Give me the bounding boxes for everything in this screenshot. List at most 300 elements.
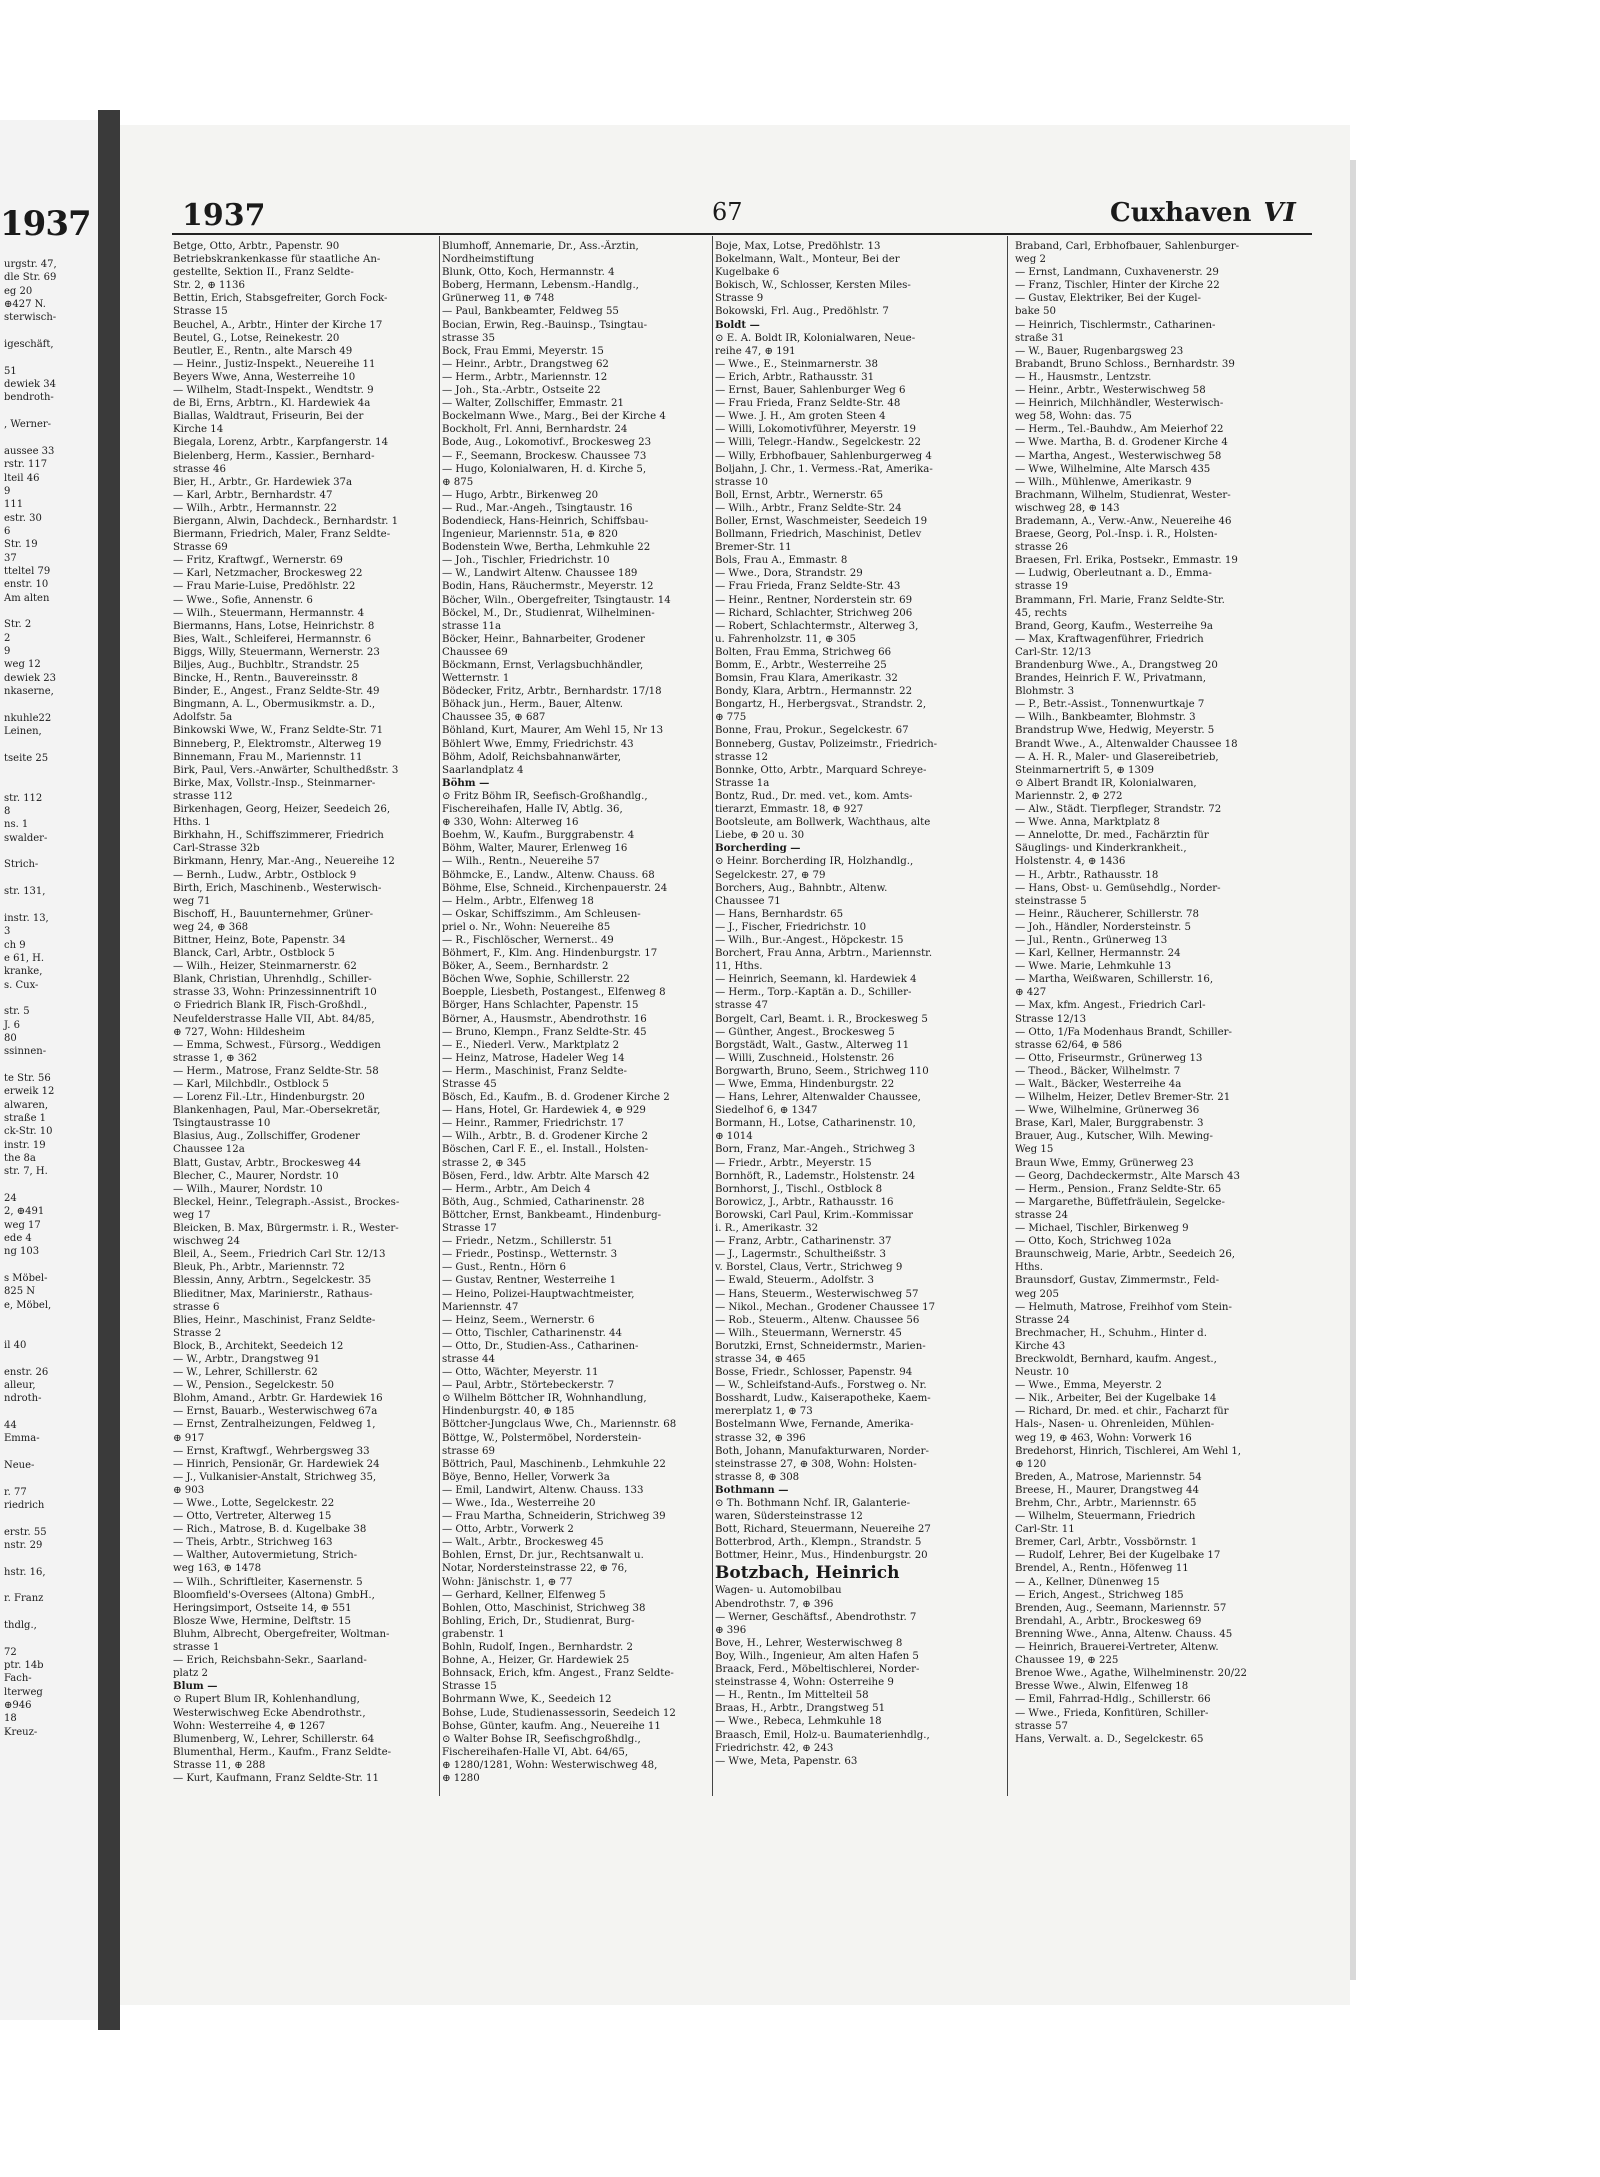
- directory-entry: — R., Fischlöscher, Wernerst.. 49: [442, 934, 614, 946]
- directory-entry: — Gerhard, Kellner, Elfenweg 5: [442, 1589, 606, 1601]
- directory-entry: Segelckestr. 27, ⊕ 79: [715, 869, 826, 881]
- directory-entry: — Wwe. Anna, Marktplatz 8: [1015, 817, 1160, 829]
- directory-entry: — Wwe., Dora, Strandstr. 29: [715, 568, 863, 580]
- directory-entry: Bremer, Carl, Arbtr., Vossbörnstr. 1: [1015, 1537, 1198, 1549]
- directory-entry: Block, B., Architekt, Seedeich 12: [173, 1340, 344, 1352]
- directory-entry: Bies, Walt., Schleiferei, Hermannstr. 6: [173, 633, 372, 645]
- directory-entry: Böckmann, Ernst, Verlagsbuchhändler,: [442, 660, 644, 671]
- directory-entry: Blohmstr. 3: [1015, 686, 1075, 698]
- directory-entry: — Walt., Arbtr., Brockesweg 45: [442, 1537, 604, 1549]
- directory-entry: Böttge, W., Polstermöbel, Norderstein-: [442, 1432, 642, 1444]
- directory-entry: Böckel, M., Dr., Studienrat, Wilhelminen-: [442, 607, 655, 619]
- previous-page-line: the 8a: [4, 1153, 36, 1165]
- directory-entry: ⊕ 775: [715, 712, 747, 724]
- directory-column-4: [1015, 240, 1315, 1960]
- directory-entry: Boy, Wilh., Ingenieur, Am alten Hafen 5: [715, 1650, 919, 1662]
- directory-entry: reihe 47, ⊕ 191: [715, 345, 796, 357]
- previous-page-line: Strich-: [4, 859, 39, 871]
- previous-page-line: erweik 12: [4, 1086, 55, 1098]
- directory-entry: — Frau Frieda, Franz Seldte-Str. 43: [715, 581, 901, 593]
- directory-entry: Brenoe Wwe., Agathe, Wilhelminenstr. 20/22: [1015, 1668, 1248, 1680]
- directory-entry: Bluhm, Albrecht, Obergefreiter, Woltman-: [173, 1628, 390, 1640]
- directory-entry: Böschen, Carl F. E., el. Install., Holsten-: [442, 1144, 649, 1156]
- directory-entry: Braesen, Frl. Erika, Postsekr., Emmastr. 19: [1015, 555, 1238, 567]
- directory-entry: — Gustav, Elektriker, Bei der Kugel-: [1015, 293, 1201, 305]
- directory-entry: — W., Arbtr., Drangstweg 91: [173, 1353, 321, 1365]
- directory-entry: gestellte, Sektion II., Franz Seldte-: [173, 267, 354, 279]
- directory-entry: — Wwe, Emma, Hindenburgstr. 22: [715, 1079, 895, 1090]
- directory-entry: Betge, Otto, Arbtr., Papenstr. 90: [173, 241, 340, 252]
- directory-entry: Böchen Wwe, Sophie, Schillerstr. 22: [442, 974, 630, 986]
- previous-page-line: [4, 1326, 96, 1339]
- directory-entry: waren, Südersteinstrasse 12: [715, 1511, 863, 1523]
- directory-entry: Brabandt, Bruno Schloss., Bernhardstr. 39: [1015, 358, 1235, 370]
- previous-page-line: erstr. 55: [4, 1526, 47, 1538]
- directory-entry: — Otto, Wächter, Meyerstr. 11: [442, 1367, 599, 1379]
- previous-page-line: sterwisch-: [4, 312, 57, 324]
- previous-page-fragment: [0, 120, 101, 2020]
- directory-entry: Bondy, Klara, Arbtrn., Hermannstr. 22: [715, 686, 913, 698]
- directory-entry: — Herm., Matrose, Franz Seldte-Str. 58: [173, 1065, 379, 1077]
- previous-page-line: ⊕946: [4, 1700, 32, 1712]
- directory-entry: — Otto, Arbtr., Vorwerk 2: [442, 1524, 574, 1536]
- directory-entry: Strasse 17: [442, 1223, 497, 1235]
- directory-entry: strasse 12: [715, 751, 768, 763]
- directory-entry: — Otto, Vertreter, Alterweg 15: [173, 1511, 332, 1523]
- previous-page-line: [4, 1512, 96, 1525]
- directory-entry: Böhm, Adolf, Reichsbahnanwärter,: [442, 751, 622, 763]
- directory-entry: — Otto, Tischler, Catharinenstr. 44: [442, 1327, 623, 1339]
- directory-entry: — Richard, Schlachter, Strichweg 206: [715, 607, 913, 619]
- directory-entry: — Wilhelm, Steuermann, Friedrich: [1015, 1511, 1196, 1523]
- directory-entry: — Paul, Arbtr., Störtebeckerstr. 7: [442, 1380, 615, 1392]
- directory-entry: — Hans, Bernhardstr. 65: [715, 908, 844, 920]
- directory-entry: — Erich, Angest., Strichweg 185: [1015, 1589, 1184, 1601]
- previous-page-line: 37: [4, 552, 17, 564]
- directory-entry: — Wwe., Lotte, Segelckestr. 22: [173, 1498, 335, 1509]
- directory-entry: — Kurt, Kaufmann, Franz Seldte-Str. 11: [173, 1772, 379, 1784]
- previous-page-line: Str. 19: [4, 539, 38, 551]
- directory-entry: Borowski, Carl Paul, Krim.-Kommissar: [715, 1209, 914, 1221]
- directory-entry: Bornhorst, J., Tischl., Ostblock 8: [715, 1183, 883, 1195]
- previous-page-line: nkuhle22: [4, 712, 52, 724]
- directory-entry: Beuchel, A., Arbtr., Hinter der Kirche 17: [173, 319, 383, 331]
- directory-entry: — Frau Frieda, Franz Seldte-Str. 48: [715, 398, 901, 410]
- page-header-year: 1937: [182, 198, 266, 233]
- directory-entry: ⊙ Heinr. Borcherding IR, Holzhandlg.,: [715, 856, 914, 868]
- directory-entry: Brenning Wwe., Anna, Altenw. Chauss. 45: [1015, 1628, 1233, 1640]
- directory-entry: Böth, Aug., Schmied, Catharinenstr. 28: [442, 1196, 645, 1208]
- previous-page-line: Str. 2: [4, 619, 32, 631]
- directory-entry: — Herm., Tel.-Bauhdw., Am Meierhof 22: [1015, 424, 1224, 436]
- directory-entry: strasse 8, ⊕ 308: [715, 1471, 800, 1483]
- directory-entry: grabenstr. 1: [442, 1628, 505, 1640]
- directory-entry: Böhmcke, E., Landw., Altenw. Chauss. 68: [442, 869, 655, 881]
- directory-entry: — Willi, Lokomotivführer, Meyerstr. 19: [715, 424, 916, 436]
- directory-entry: Bleckel, Heinr., Telegraph.-Assist., Brockes-: [173, 1196, 400, 1208]
- directory-entry: Brandstrup Wwe, Hedwig, Meyerstr. 5: [1015, 725, 1215, 737]
- directory-entry: Bredehorst, Hinrich, Tischlerei, Am Wehl 1,: [1015, 1445, 1242, 1457]
- directory-entry: Westerwischweg Ecke Abendrothstr.,: [173, 1707, 366, 1719]
- directory-entry: strasse 112: [173, 790, 233, 802]
- directory-entry: Bokelmann, Walt., Monteur, Bei der: [715, 254, 900, 266]
- directory-entry: ⊕ 427: [1015, 987, 1047, 999]
- directory-entry: platz 2: [173, 1668, 209, 1680]
- directory-entry: ⊙ Fritz Böhm IR, Seefisch-Großhandlg.,: [442, 790, 648, 802]
- directory-entry: Boljahn, J. Chr., 1. Vermess.-Rat, Amerika-: [715, 463, 933, 475]
- previous-page-line: alleur,: [4, 1379, 36, 1391]
- directory-entry: — Nikol., Mechan., Grodener Chaussee 17: [715, 1301, 936, 1313]
- directory-entry: Böcher, Wiln., Obergefreiter, Tsingtaustr. 14: [442, 594, 671, 606]
- directory-entry: ⊙ Albert Brandt IR, Kolonialwaren,: [1015, 777, 1197, 789]
- directory-entry: Siedelhof 6, ⊕ 1347: [715, 1105, 818, 1117]
- directory-entry: Boldt —: [715, 318, 760, 331]
- place-name: Cuxhaven: [1110, 198, 1252, 228]
- directory-entry: — Frau Martha, Schneiderin, Strichweg 39: [442, 1511, 666, 1523]
- previous-page-line: straße 1: [4, 1113, 47, 1124]
- directory-entry: ⊕ 120: [1015, 1458, 1047, 1470]
- previous-page-line: [4, 1552, 96, 1565]
- previous-page-line: lterweg: [4, 1686, 43, 1698]
- directory-entry: — Nik., Arbeiter, Bei der Kugelbake 14: [1015, 1393, 1217, 1405]
- directory-entry: Wagen- u. Automobilbau: [715, 1585, 842, 1597]
- previous-page-line: nstr. 29: [4, 1540, 43, 1551]
- directory-entry: Wohn: Westerreihe 4, ⊕ 1267: [173, 1720, 326, 1732]
- book-gutter: [98, 110, 120, 2030]
- directory-entry: Bonne, Frau, Prokur., Segelckestr. 67: [715, 725, 909, 737]
- directory-entry: Kirche 14: [173, 424, 224, 436]
- previous-page-line: [4, 738, 96, 751]
- directory-entry: Bolten, Frau Emma, Strichweg 66: [715, 646, 892, 658]
- directory-entry: Fischereihafen-Halle VI, Abt. 64/65,: [442, 1746, 629, 1758]
- directory-entry: Breckwoldt, Bernhard, kaufm. Angest.,: [1015, 1353, 1217, 1365]
- directory-column-3: [715, 240, 977, 1960]
- directory-entry: Bittner, Heinz, Bote, Papenstr. 34: [173, 934, 346, 946]
- directory-entry: Carl-Strasse 32b: [173, 843, 260, 855]
- directory-entry: Boberg, Hermann, Lebensm.-Handlg.,: [442, 280, 639, 292]
- directory-entry: Boehm, W., Kaufm., Burggrabenstr. 4: [442, 830, 635, 842]
- directory-entry: Breden, A., Matrose, Mariennstr. 54: [1015, 1471, 1202, 1483]
- directory-entry: strasse 24: [1015, 1209, 1068, 1221]
- previous-page-line: [4, 1472, 96, 1485]
- directory-entry: — Wwe. J. H., Am groten Steen 4: [715, 411, 886, 423]
- directory-entry: — Hans, Steuerm., Westerwischweg 57: [715, 1288, 919, 1300]
- directory-entry: Bresse Wwe., Alwin, Elfenweg 18: [1015, 1681, 1189, 1693]
- directory-entry: Bödecker, Fritz, Arbtr., Bernhardstr. 17/18: [442, 686, 662, 698]
- previous-page-line: 9: [4, 645, 11, 657]
- directory-entry: — Ewald, Steuerm., Adolfstr. 3: [715, 1275, 874, 1287]
- directory-entry: — Emil, Fahrrad-Hdlg., Schillerstr. 66: [1015, 1694, 1211, 1706]
- directory-entry: — W., Bauer, Rugenbargsweg 23: [1015, 345, 1184, 357]
- directory-entry: Bohling, Erich, Dr., Studienrat, Burg-: [442, 1615, 635, 1627]
- previous-page-line: enstr. 26: [4, 1366, 49, 1378]
- directory-entry: Abendrothstr. 7, ⊕ 396: [715, 1598, 834, 1610]
- directory-column-2: [442, 240, 704, 1960]
- previous-page-line: [4, 1059, 96, 1072]
- directory-entry: strasse 44: [442, 1353, 495, 1365]
- directory-entry: — Wwe., Ida., Westerreihe 20: [442, 1498, 596, 1509]
- previous-page-line: [4, 1406, 96, 1419]
- directory-entry: Bornhöft, R., Lademstr., Holstenstr. 24: [715, 1170, 916, 1182]
- directory-entry: — Joh., Tischler, Friedrichstr. 10: [442, 555, 610, 567]
- previous-page-line: rstr. 117: [4, 459, 48, 471]
- directory-entry: Böhm —: [442, 776, 490, 789]
- directory-entry: — Wwe., Sofie, Annenstr. 6: [173, 594, 313, 606]
- directory-entry: Friedrichstr. 42, ⊕ 243: [715, 1742, 834, 1754]
- previous-page-line: s Möbel-: [4, 1273, 48, 1285]
- previous-page-line: estr. 30: [4, 512, 42, 524]
- previous-page-line: 44: [4, 1419, 17, 1431]
- directory-entry: Biggs, Willy, Steuermann, Wernerstr. 23: [173, 646, 380, 658]
- directory-entry: Boepple, Liesbeth, Postangest., Elfenweg 8: [442, 987, 666, 999]
- directory-entry: weg 163, ⊕ 1478: [173, 1563, 262, 1575]
- directory-entry: — Oskar, Schiffszimm., Am Schleusen-: [442, 908, 641, 920]
- directory-entry: — Ludwig, Oberleutnant a. D., Emma-: [1015, 568, 1212, 580]
- previous-page-line: enstr. 10: [4, 579, 49, 591]
- directory-entry: — Wwe. Marie, Lehmkuhle 13: [1015, 961, 1172, 973]
- directory-entry: Biegala, Lorenz, Arbtr., Karpfangerstr. 14: [173, 437, 389, 449]
- directory-entry: Nordheimstiftung: [442, 254, 535, 266]
- directory-entry: weg 205: [1015, 1288, 1059, 1300]
- directory-entry: tierarzt, Emmastr. 18, ⊕ 927: [715, 804, 864, 816]
- previous-page-line: 51: [4, 365, 17, 377]
- directory-entry: — Herm., Arbtr., Am Deich 4: [442, 1183, 591, 1195]
- directory-entry: Saarlandplatz 4: [442, 764, 524, 776]
- directory-entry: — Heinr., Justiz-Inspekt., Neuereihe 11: [173, 358, 376, 370]
- directory-entry: Born, Franz, Mar.-Angeh., Strichweg 3: [715, 1144, 916, 1156]
- directory-entry: — Theod., Bäcker, Wilhelmstr. 7: [1015, 1065, 1181, 1077]
- directory-entry: — Karl, Netzmacher, Brockesweg 22: [173, 568, 363, 580]
- directory-entry: strasse 6: [173, 1301, 220, 1313]
- directory-entry: ⊕ 903: [173, 1484, 205, 1496]
- directory-entry: Birke, Max, Vollstr.-Insp., Steinmarner-: [173, 777, 376, 789]
- directory-entry: — H., Hausmstr., Lentzstr.: [1015, 371, 1152, 383]
- directory-entry: 45, rechts: [1015, 607, 1067, 619]
- directory-entry: Bodenstein Wwe, Bertha, Lehmkuhle 22: [442, 542, 651, 554]
- directory-entry: strasse 35: [442, 332, 495, 344]
- previous-page-line: 6: [4, 525, 11, 537]
- directory-entry: v. Borstel, Claus, Vertr., Strichweg 9: [715, 1262, 903, 1274]
- directory-entry: — Otto, 1/Fa Modenhaus Brandt, Schiller-: [1015, 1026, 1232, 1038]
- directory-entry: — A., Kellner, Dünenweg 15: [1015, 1576, 1160, 1588]
- header-rule: [172, 233, 1312, 235]
- directory-entry: — Wwe, Meta, Papenstr. 63: [715, 1755, 858, 1767]
- directory-entry: weg 2: [1015, 254, 1046, 266]
- directory-entry: strasse 11a: [442, 620, 502, 632]
- previous-page-line: 24: [4, 1193, 17, 1205]
- directory-entry: — Martha, Angest., Westerwischweg 58: [1015, 450, 1222, 462]
- directory-entry: — Friedr., Arbtr., Meyerstr. 15: [715, 1157, 872, 1169]
- directory-entry: Strasse 24: [1015, 1314, 1070, 1326]
- directory-entry: Brachmann, Wilhelm, Studienrat, Wester-: [1015, 489, 1231, 501]
- directory-entry: Brendahl, A., Arbtr., Brockesweg 69: [1015, 1615, 1202, 1627]
- directory-entry: — Wilh., Maurer, Nordstr. 10: [173, 1183, 323, 1195]
- section-numeral: VI: [1263, 198, 1296, 228]
- directory-entry: Hths. 1: [173, 817, 211, 829]
- directory-entry: Blies, Heinr., Maschinist, Franz Seldte-: [173, 1314, 376, 1326]
- directory-entry: — Lorenz Fil.-Ltr., Hindenburgstr. 20: [173, 1092, 365, 1104]
- directory-entry: Braack, Ferd., Möbeltischlerei, Norder-: [715, 1664, 920, 1676]
- directory-entry: — Max, kfm. Angest., Friedrich Carl-: [1015, 1000, 1206, 1012]
- previous-page-line: , Werner-: [4, 419, 52, 431]
- directory-entry: Breese, H., Maurer, Drangstweg 44: [1015, 1484, 1199, 1496]
- directory-entry: — Rich., Matrose, B. d. Kugelbake 38: [173, 1524, 367, 1536]
- directory-entry: Chaussee 35, ⊕ 687: [442, 712, 546, 724]
- previous-page-line: [4, 405, 96, 418]
- directory-entry: ⊙ Rupert Blum IR, Kohlenhandlung,: [173, 1694, 360, 1706]
- directory-entry: — W., Pension., Segelckestr. 50: [173, 1380, 334, 1392]
- previous-page-line: [4, 1579, 96, 1592]
- directory-entry: Brandes, Heinrich F. W., Privatmann,: [1015, 673, 1206, 685]
- directory-entry: strasse 26: [1015, 542, 1068, 554]
- directory-entry: — Karl, Kellner, Hermannstr. 24: [1015, 948, 1181, 960]
- directory-entry: Strasse 69: [173, 542, 228, 554]
- directory-entry: — Frau Marie-Luise, Predöhlstr. 22: [173, 581, 356, 593]
- directory-entry: weg 19, ⊕ 463, Wohn: Vorwerk 16: [1015, 1432, 1192, 1444]
- directory-entry: Birk, Paul, Vers.-Anwärter, Schulthedßstr. 3: [173, 764, 399, 776]
- directory-entry: Böttcher, Ernst, Bankbeamt., Hindenburg-: [442, 1209, 662, 1221]
- directory-entry: ⊙ Wilhelm Böttcher IR, Wohnhandlung,: [442, 1393, 647, 1405]
- previous-page-line: bendroth-: [4, 392, 54, 404]
- directory-entry: Böhack jun., Herm., Bauer, Altenw.: [442, 699, 623, 711]
- directory-entry: — Wilh., Arbtr., B. d. Grodener Kirche 2: [442, 1131, 648, 1143]
- directory-entry: Bollmann, Friedrich, Maschinist, Detlev: [715, 529, 922, 541]
- previous-page-line: 825 N: [4, 1286, 36, 1298]
- directory-entry: Bohse, Günter, kaufm. Ang., Neuereihe 11: [442, 1720, 661, 1732]
- directory-entry: Blasius, Aug., Zollschiffer, Grodener: [173, 1131, 360, 1143]
- directory-entry: Brammann, Frl. Marie, Franz Seldte-Str.: [1015, 594, 1225, 606]
- directory-entry: — Karl, Milchbdlr., Ostblock 5: [173, 1079, 329, 1090]
- directory-entry: Borutzki, Ernst, Schneidermstr., Marien-: [715, 1340, 926, 1352]
- previous-page-line: ng 103: [4, 1246, 40, 1258]
- directory-entry: Blanck, Carl, Arbtr., Ostblock 5: [173, 948, 335, 960]
- directory-entry: — Wilh., Arbtr., Hermannstr. 22: [173, 502, 337, 514]
- directory-entry: Bock, Frau Emmi, Meyerstr. 15: [442, 345, 604, 357]
- directory-entry: — Wilh., Bankbeamter, Blohmstr. 3: [1015, 712, 1196, 724]
- directory-entry: strasse 1: [173, 1642, 220, 1654]
- directory-entry: Bohne, A., Heizer, Gr. Hardewiek 25: [442, 1655, 630, 1667]
- directory-entry: Böker, A., Seem., Bernhardstr. 2: [442, 961, 609, 973]
- directory-entry: Birth, Erich, Maschinenb., Westerwisch-: [173, 882, 382, 894]
- directory-entry: — Helmuth, Matrose, Freihhof vom Stein-: [1015, 1301, 1232, 1313]
- directory-entry: Boje, Max, Lotse, Predöhlstr. 13: [715, 241, 881, 252]
- directory-entry: strasse 57: [1015, 1720, 1068, 1732]
- previous-page-line: Am alten: [4, 592, 50, 604]
- directory-entry: strasse 32, ⊕ 396: [715, 1432, 806, 1444]
- directory-entry: Bomsin, Frau Klara, Amerikastr. 32: [715, 673, 898, 685]
- previous-page-line: Emma-: [4, 1433, 40, 1445]
- directory-entry: — Hugo, Kolonialwaren, H. d. Kirche 5,: [442, 463, 647, 475]
- directory-entry: Böhlert Wwe, Emmy, Friedrichstr. 43: [442, 738, 634, 750]
- directory-entry: Blecher, C., Maurer, Nordstr. 10: [173, 1170, 339, 1182]
- previous-page-line: r. Franz: [4, 1593, 44, 1605]
- directory-entry: — Hans, Lehrer, Altenwalder Chaussee,: [715, 1092, 921, 1104]
- previous-page-line: il 40: [4, 1339, 27, 1351]
- directory-entry: priel o. Nr., Wohn: Neuereihe 85: [442, 921, 611, 933]
- directory-entry: — Walt., Bäcker, Westerreihe 4a: [1015, 1079, 1182, 1090]
- directory-entry: — Heinrich, Seemann, kl. Hardewiek 4: [715, 974, 917, 986]
- directory-entry: — Hugo, Arbtr., Birkenweg 20: [442, 489, 599, 501]
- directory-entry: de Bi, Erns, Arbtrn., Kl. Hardewiek 4a: [173, 398, 371, 410]
- previous-page-line: ⊕427 N.: [4, 299, 46, 311]
- directory-entry: Beyers Wwe, Anna, Westerreihe 10: [173, 371, 356, 383]
- directory-entry: — Rud., Mar.-Angeh., Tsingtaustr. 16: [442, 502, 633, 514]
- previous-page-line: dle Str. 69: [4, 272, 57, 284]
- previous-page-line: urgstr. 47,: [4, 259, 57, 270]
- directory-entry: Chaussee 12a: [173, 1144, 245, 1156]
- directory-entry: Fischereihafen, Halle IV, Abtlg. 36,: [442, 804, 623, 816]
- directory-entry: — Wwe., Frieda, Konfitüren, Schiller-: [1015, 1707, 1209, 1719]
- directory-entry: wischweg 24: [173, 1236, 240, 1248]
- directory-entry: Bohrmann Wwe, K., Seedeich 12: [442, 1694, 612, 1706]
- column-separator: [712, 236, 713, 1796]
- directory-entry: Blumhoff, Annemarie, Dr., Ass.-Ärztin,: [442, 241, 639, 252]
- directory-entry: — Paul, Bankbeamter, Feldweg 55: [442, 306, 619, 318]
- directory-entry: — Willi, Zuschneid., Holstenstr. 26: [715, 1052, 895, 1064]
- directory-entry: Bohse, Lude, Studienassessorin, Seedeich 12: [442, 1707, 676, 1719]
- directory-entry: — Wilh., Steuermann, Wernerstr. 45: [715, 1327, 902, 1339]
- directory-entry: — Franz, Arbtr., Catharinenstr. 37: [715, 1236, 892, 1248]
- directory-entry: Brademann, A., Verw.-Anw., Neuereihe 46: [1015, 515, 1232, 527]
- previous-page-line: [4, 698, 96, 711]
- directory-entry: Bockholt, Frl. Anni, Bernhardstr. 24: [442, 424, 628, 436]
- directory-entry: — J., Vulkanisier-Anstalt, Strichweg 35,: [173, 1471, 377, 1483]
- directory-entry: Böhmert, F., Klm. Ang. Hindenburgstr. 17: [442, 948, 658, 960]
- directory-entry: — Wwe., E., Steinmarnerstr. 38: [715, 358, 879, 370]
- previous-page-line: ssinnen-: [4, 1046, 47, 1058]
- directory-entry: Liebe, ⊕ 20 u. 30: [715, 830, 805, 842]
- directory-entry: Börger, Hans Schlachter, Papenstr. 15: [442, 1000, 639, 1012]
- directory-entry: Blohm, Amand., Arbtr. Gr. Hardewiek 16: [173, 1393, 383, 1405]
- directory-entry: Säuglings- und Kinderkrankheit.,: [1015, 843, 1187, 855]
- directory-entry: — Fritz, Kraftwgf., Wernerstr. 69: [173, 555, 343, 567]
- directory-entry: Bohln, Rudolf, Ingen., Bernhardstr. 2: [442, 1642, 633, 1654]
- directory-entry: strasse 46: [173, 463, 226, 475]
- previous-page-line: tseite 25: [4, 752, 49, 764]
- directory-entry: — Wilhelm, Stadt-Inspekt., Wendtstr. 9: [173, 385, 374, 397]
- directory-entry: — J., Fischer, Friedrichstr. 10: [715, 921, 867, 933]
- previous-page-line: instr. 13,: [4, 912, 49, 924]
- directory-entry: Bielenberg, Herm., Kassier., Bernhard-: [173, 450, 375, 462]
- directory-entry: Bohnsack, Erich, kfm. Angest., Franz Seldte-: [442, 1668, 674, 1680]
- directory-entry: Böttcher-Jungclaus Wwe, Ch., Mariennstr. 68: [442, 1419, 677, 1431]
- directory-entry: — Alw., Städt. Tierpfleger, Strandstr. 72: [1015, 804, 1222, 816]
- directory-entry: Bode, Aug., Lokomotivf., Brockesweg 23: [442, 437, 652, 449]
- directory-entry: — Heinrich, Brauerei-Vertreter, Altenw.: [1015, 1642, 1219, 1654]
- directory-entry: — W., Lehrer, Schillerstr. 62: [173, 1367, 318, 1379]
- directory-entry: — Emma, Schwest., Fürsorg., Weddigen: [173, 1039, 381, 1051]
- directory-entry: — Heinr., Arbtr., Drangstweg 62: [442, 358, 609, 370]
- directory-entry: Bösch, Ed., Kaufm., B. d. Grodener Kirche 2: [442, 1092, 670, 1104]
- directory-entry: Bott, Richard, Steuermann, Neuereihe 27: [715, 1524, 931, 1536]
- directory-entry: Bohlen, Ernst, Dr. jur., Rechtsanwalt u.: [442, 1550, 644, 1562]
- directory-entry: — Wilh., Rentn., Neuereihe 57: [442, 856, 600, 868]
- page-header-place: [1110, 198, 1296, 228]
- directory-entry: Borchert, Frau Anna, Arbtrn., Mariennstr.: [715, 948, 933, 960]
- directory-entry: — Franz, Tischler, Hinter der Kirche 22: [1015, 280, 1220, 292]
- directory-entry: steinstrasse 4, Wohn: Osterreihe 9: [715, 1677, 894, 1689]
- directory-entry: Hths.: [1015, 1262, 1044, 1274]
- previous-page-line: Neue-: [4, 1459, 35, 1471]
- directory-entry: — A. H. R., Maler- und Glasereibetrieb,: [1015, 751, 1219, 763]
- directory-entry: Bodendieck, Hans-Heinrich, Schiffsbau-: [442, 515, 649, 527]
- directory-entry: — Günther, Angest., Brockesweg 5: [715, 1026, 895, 1038]
- directory-entry: Strasse 2: [173, 1327, 222, 1339]
- previous-page-line: kranke,: [4, 966, 43, 978]
- previous-page-line: [4, 992, 96, 1005]
- directory-entry: Strasse 9: [715, 293, 764, 305]
- previous-page-line: [4, 872, 96, 885]
